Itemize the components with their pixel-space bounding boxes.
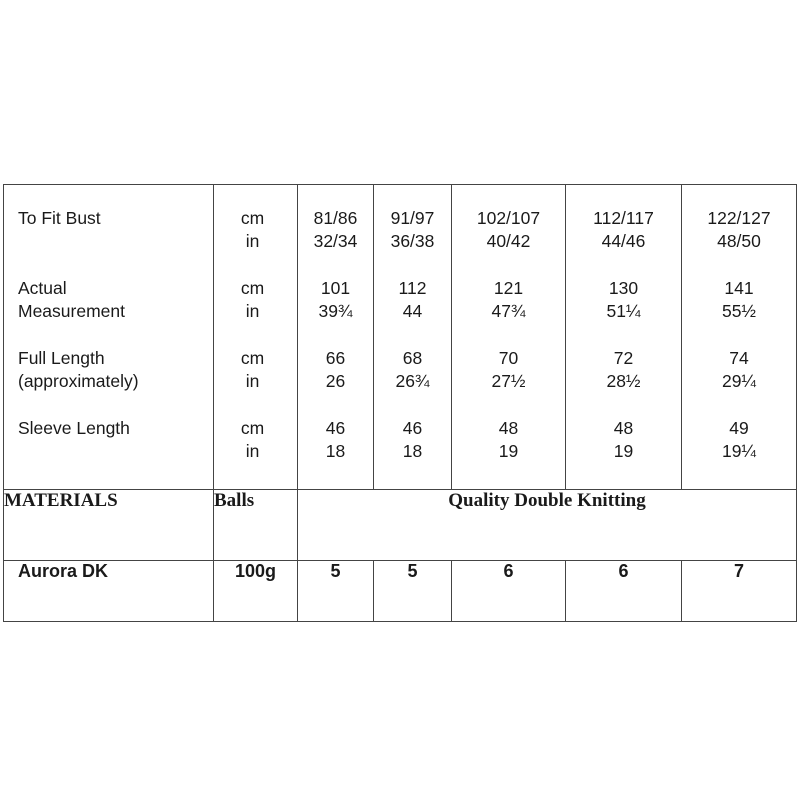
size-4-bust: 112/117 44/46: [593, 208, 654, 251]
size-1-actual: 101 39¾: [318, 278, 353, 321]
yarn-quality: Quality Double Knitting: [298, 490, 797, 561]
size-1-bust: 81/86 32/34: [313, 208, 358, 251]
balls-label: Balls: [214, 490, 298, 561]
materials-heading: MATERIALS: [4, 490, 214, 561]
yarn-balls-size-1: 5: [298, 561, 374, 622]
materials-header-row: [4, 490, 797, 561]
yarn-balls-size-5: 7: [682, 561, 797, 622]
size-5-actual: 141 55½: [721, 278, 757, 321]
size-1-sleeve: 46 18: [325, 418, 346, 461]
size-5-bust: 122/127 48/50: [707, 208, 771, 251]
units-to-fit-bust: cm in: [240, 208, 265, 251]
size-column-1: [298, 185, 374, 490]
size-column-2: [374, 185, 452, 490]
size-1-length: 66 26: [325, 348, 346, 391]
measurements-row: [4, 185, 797, 490]
yarn-balls-size-2: 5: [374, 561, 452, 622]
size-3-bust: 102/107 40/42: [476, 208, 541, 251]
units-column: [214, 185, 298, 490]
units-full-length: cm in: [240, 348, 265, 391]
yarn-balls-size-4: 6: [566, 561, 682, 622]
measurement-label-sleeve-length: Sleeve Length: [18, 418, 130, 438]
yarn-row: [4, 561, 797, 622]
size-2-length: 68 26¾: [395, 348, 430, 391]
measurement-label-to-fit-bust: To Fit Bust: [18, 208, 101, 228]
units-sleeve-length: cm in: [240, 418, 265, 461]
size-column-4: [566, 185, 682, 490]
units-actual-measurement: cm in: [240, 278, 265, 321]
size-column-5: [682, 185, 797, 490]
size-3-actual: 121 47¾: [491, 278, 526, 321]
yarn-balls-size-3: 6: [452, 561, 566, 622]
measurement-label-full-length: Full Length (approximately): [18, 348, 139, 391]
measurement-labels-column: [4, 185, 214, 490]
size-4-sleeve: 48 19: [613, 418, 634, 461]
size-2-bust: 91/97 36/38: [390, 208, 435, 251]
size-materials-table: [3, 184, 797, 622]
size-4-length: 72 28½: [606, 348, 641, 391]
size-3-length: 70 27½: [491, 348, 526, 391]
size-5-sleeve: 49 19¼: [721, 418, 757, 461]
size-3-sleeve: 48 19: [498, 418, 519, 461]
size-5-length: 74 29¼: [721, 348, 757, 391]
size-2-actual: 112 44: [398, 278, 427, 321]
size-2-sleeve: 46 18: [402, 418, 423, 461]
yarn-name: Aurora DK: [4, 561, 214, 622]
measurement-label-actual-measurement: Actual Measurement: [18, 278, 125, 321]
size-4-actual: 130 51¼: [606, 278, 641, 321]
size-column-3: [452, 185, 566, 490]
yarn-ball-weight: 100g: [214, 561, 298, 622]
